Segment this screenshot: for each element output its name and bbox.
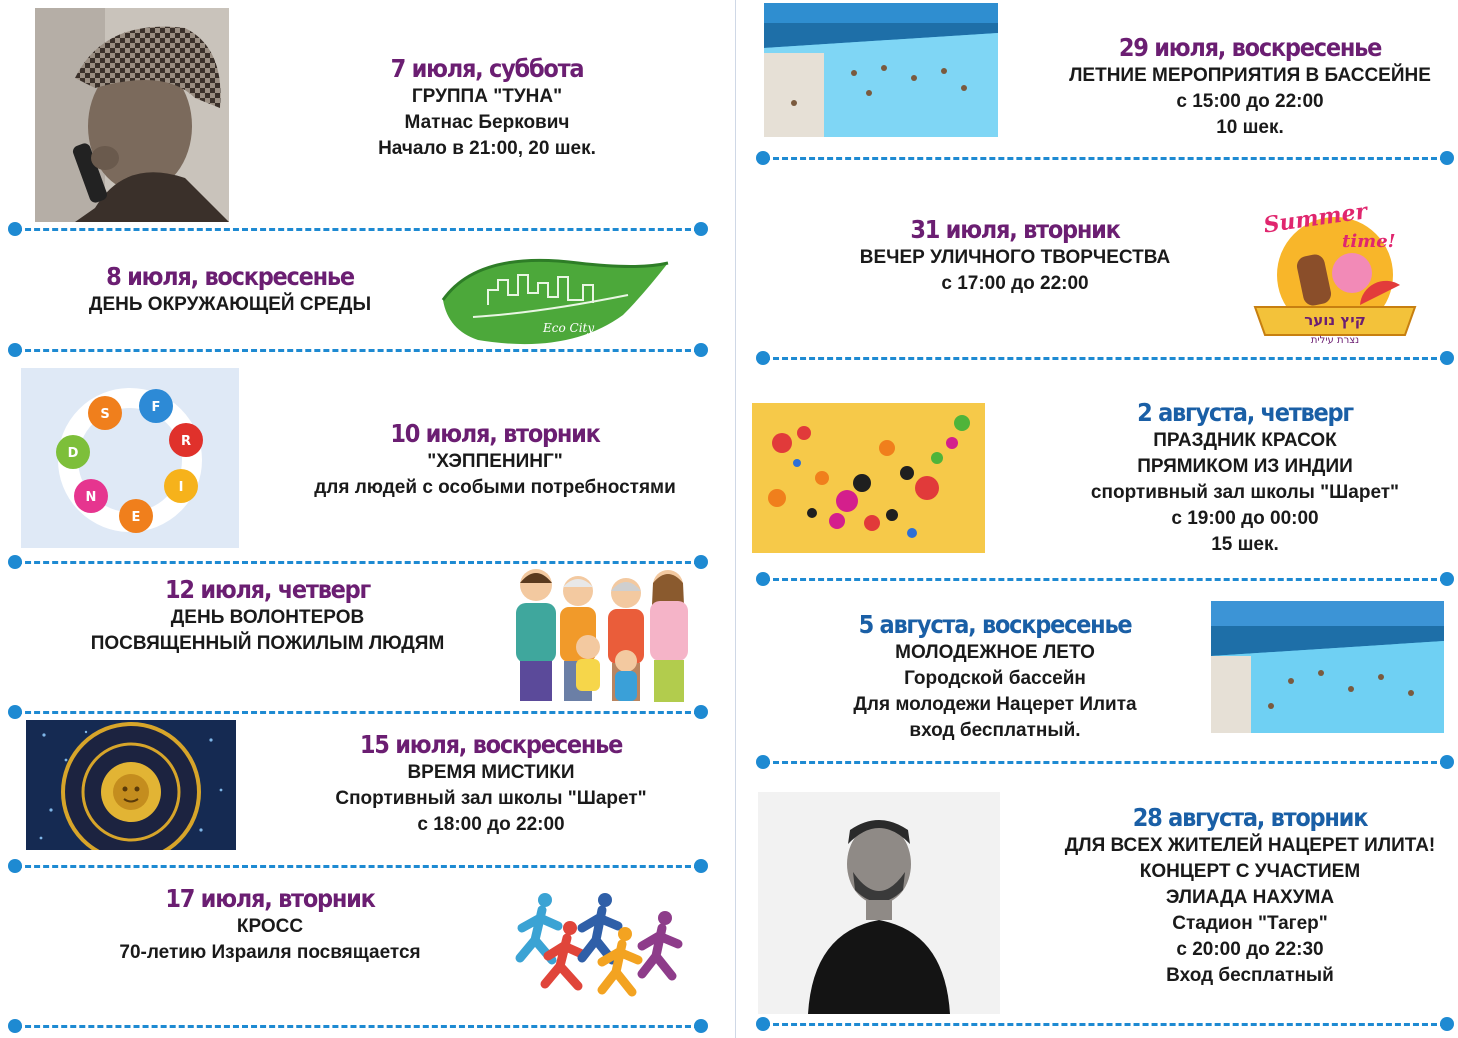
eco-city-text: Eco City	[543, 321, 595, 335]
summer-hebrew-sub-text: נצרת עילית	[1310, 335, 1360, 345]
event-line: МОЛОДЕЖНОЕ ЛЕТО	[895, 642, 1095, 663]
summer-text: Summer	[1262, 198, 1369, 239]
event-line: Для молодежи Нацерет Илита	[853, 694, 1137, 715]
event-line: ДЛЯ ВСЕХ ЖИТЕЛЕЙ НАЦЕРЕТ ИЛИТА!	[1064, 835, 1436, 856]
time-text: time!	[1342, 231, 1396, 252]
color-splash-image	[752, 403, 985, 553]
dashed-separator	[8, 1019, 708, 1033]
dashed-separator	[8, 343, 708, 357]
event-line: Стадион "Тагер"	[1172, 913, 1328, 934]
event-line: ПРЯМИКОМ ИЗ ИНДИИ	[1137, 456, 1353, 477]
event-jul-10	[280, 419, 710, 501]
friends-letter: D	[67, 446, 79, 461]
dashed-separator	[756, 351, 1454, 365]
event-date: 29 июля, воскресенье	[1118, 33, 1382, 62]
friends-letter: N	[85, 490, 97, 505]
dashed-separator	[8, 222, 708, 236]
event-date: 2 августа, четверг	[1137, 398, 1353, 427]
friends-circle-image	[21, 368, 239, 548]
dashed-separator	[756, 572, 1454, 586]
event-date: 28 августа, вторник	[1132, 803, 1368, 832]
event-line: ЛЕТНИЕ МЕРОПРИЯТИЯ В БАССЕЙНЕ	[1069, 65, 1431, 86]
dashed-separator	[756, 755, 1454, 769]
event-line: КОНЦЕРТ С УЧАСТИЕМ	[1139, 861, 1361, 882]
event-line: ДЕНЬ ОКРУЖАЮЩЕЙ СРЕДЫ	[88, 294, 372, 315]
event-jul-12	[40, 575, 495, 657]
event-jul-15	[296, 730, 686, 838]
event-line: 70-летию Израиля посвящается	[119, 942, 421, 963]
event-line: Начало в 21:00, 20 шек.	[378, 138, 596, 159]
zodiac-image	[26, 720, 236, 850]
event-line: ПОСВЯЩЕННЫЙ ПОЖИЛЫМ ЛЮДЯМ	[90, 633, 445, 654]
dashed-separator	[8, 705, 708, 719]
event-jul-31	[835, 215, 1195, 297]
event-line: с 15:00 до 22:00	[1176, 91, 1324, 112]
event-aug-28	[1040, 803, 1458, 989]
event-aug-2	[1060, 398, 1430, 558]
event-line: Спортивный зал школы "Шарет"	[335, 788, 647, 809]
event-line: ДЕНЬ ВОЛОНТЕРОВ	[170, 607, 365, 628]
event-line: с 19:00 до 00:00	[1171, 508, 1319, 529]
event-line: с 17:00 до 22:00	[941, 273, 1089, 294]
singer-photo	[35, 8, 229, 222]
summer-time-logo	[1250, 195, 1420, 345]
event-date: 17 июля, вторник	[165, 884, 375, 913]
event-date: 5 августа, воскресенье	[858, 610, 1132, 639]
friends-letter: I	[178, 480, 184, 495]
event-line: Вход бесплатный	[1166, 965, 1334, 986]
pool-photo	[764, 3, 998, 137]
column-divider	[735, 0, 736, 1038]
event-aug-5	[810, 610, 1180, 744]
dashed-separator	[8, 859, 708, 873]
event-line: с 18:00 до 22:00	[417, 814, 565, 835]
dashed-separator	[756, 151, 1454, 165]
friends-letter: F	[151, 400, 161, 415]
event-date: 7 июля, суббота	[390, 54, 584, 83]
event-date: 31 июля, вторник	[910, 215, 1120, 244]
event-line: ВЕЧЕР УЛИЧНОГО ТВОРЧЕСТВА	[859, 247, 1171, 268]
runners-illustration	[500, 888, 695, 1003]
singer-eliad-photo	[758, 792, 1000, 1014]
event-line: Матнас Беркович	[404, 112, 570, 133]
event-jul-17	[60, 884, 480, 966]
event-line: ЭЛИАДА НАХУМА	[1165, 887, 1335, 908]
event-line: КРОСС	[236, 916, 304, 937]
event-line: 15 шек.	[1211, 534, 1279, 555]
event-line: 10 шек.	[1216, 117, 1284, 138]
event-jul-8	[40, 262, 420, 318]
summer-hebrew-text: קיץ נוער	[1304, 311, 1366, 329]
event-date: 15 июля, воскресенье	[359, 730, 623, 759]
friends-letter: R	[180, 434, 192, 449]
event-line: с 20:00 до 22:30	[1176, 939, 1324, 960]
event-line: "ХЭППЕНИНГ"	[427, 451, 563, 472]
friends-letter: E	[131, 510, 141, 525]
event-date: 10 июля, вторник	[390, 419, 600, 448]
event-date: 12 июля, четверг	[164, 575, 371, 604]
friends-letter: S	[100, 407, 110, 422]
event-line: Городской бассейн	[904, 668, 1086, 689]
eco-city-leaf-logo	[438, 255, 673, 349]
event-line: вход бесплатный.	[909, 720, 1081, 741]
event-line: ПРАЗДНИК КРАСОК	[1153, 430, 1337, 451]
event-line: ВРЕМЯ МИСТИКИ	[407, 762, 575, 783]
dashed-separator	[756, 1017, 1454, 1031]
event-date: 8 июля, воскресенье	[106, 262, 354, 291]
event-line: для людей с особыми потребностями	[314, 477, 676, 498]
event-jul-29	[1045, 33, 1455, 141]
pool-photo-2	[1211, 601, 1444, 733]
event-jul-7	[337, 54, 637, 162]
family-illustration	[508, 565, 698, 703]
event-line: спортивный зал школы "Шарет"	[1090, 482, 1400, 503]
event-line: ГРУППА "ТУНА"	[411, 86, 563, 107]
